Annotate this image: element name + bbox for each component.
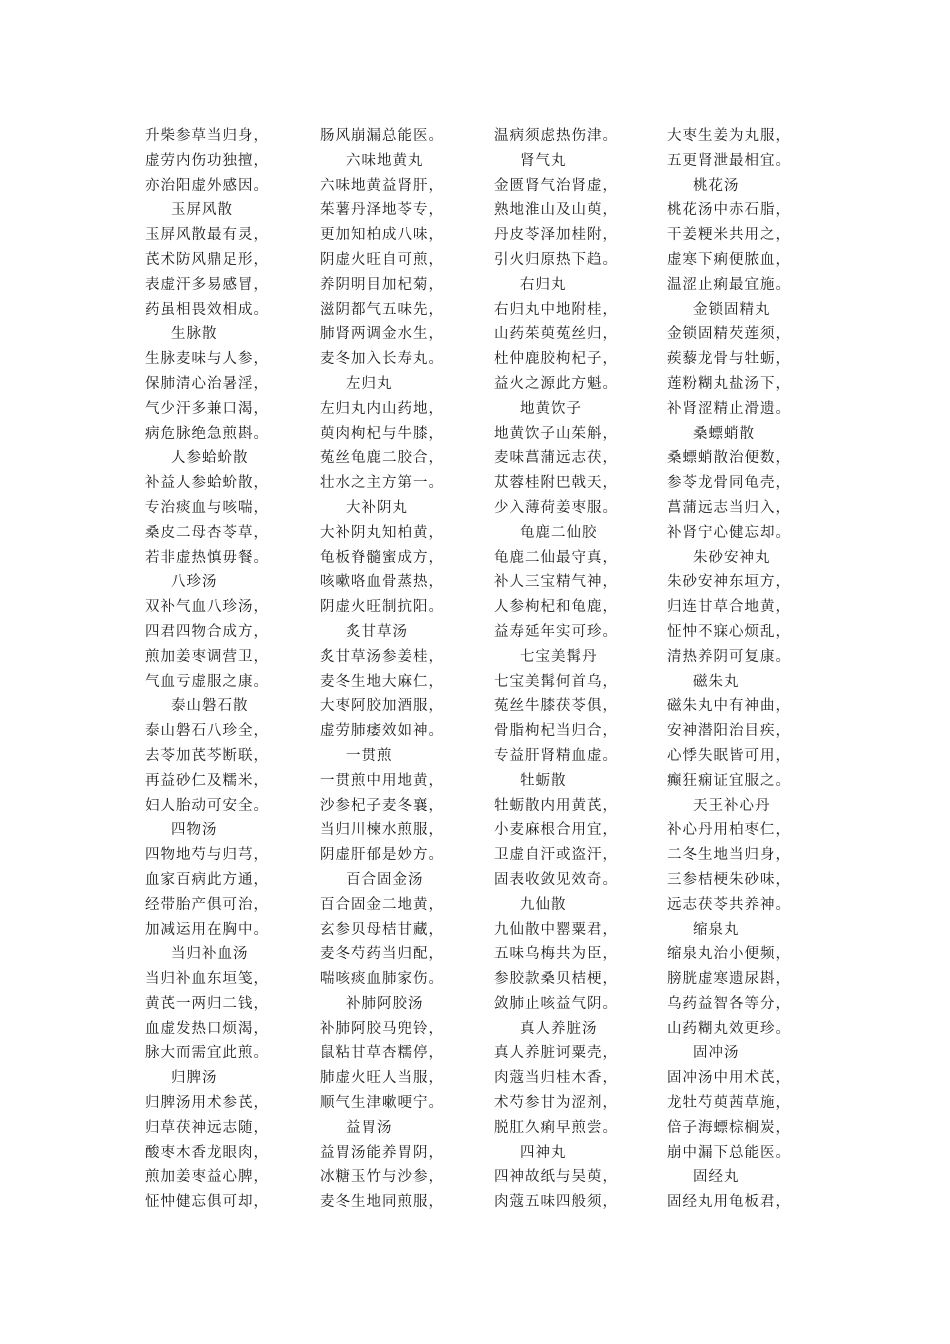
formula-title: 泰山磐石散 (171, 698, 249, 715)
verse-line: 术芍参甘为涩剂， (494, 1095, 618, 1112)
verse-line: 金匮肾气治肾虚， (494, 177, 618, 194)
formula-title: 益胃汤 (346, 1119, 393, 1136)
verse-line: 补益人参蛤蚧散， (145, 475, 269, 492)
verse-line: 磁朱丸中有神曲， (667, 698, 791, 715)
text-column-3 (494, 124, 664, 1215)
verse-line: 更加知柏成八味， (320, 227, 444, 244)
verse-line: 大补阴丸知柏黄， (320, 524, 444, 541)
verse-line: 当归川楝水煎服， (320, 822, 444, 839)
verse-line: 固冲汤中用术芪， (667, 1070, 791, 1087)
formula-title: 归脾汤 (171, 1070, 218, 1087)
formula-title: 当归补血汤 (171, 946, 249, 963)
verse-line: 益火之源此方魁。 (494, 375, 618, 392)
verse-line: 补肾宁心健忘却。 (667, 524, 791, 541)
verse-line: 骨脂枸杞当归合， (494, 723, 618, 740)
verse-line: 金锁固精芡莲须， (667, 326, 791, 343)
verse-line: 益胃汤能养胃阴， (320, 1144, 444, 1161)
verse-line: 药虽相畏效相成。 (145, 301, 269, 318)
verse-line: 温病须虑热伤津。 (494, 128, 618, 144)
verse-line: 安神潜阳治目疾， (667, 723, 791, 740)
verse-line: 益寿延年实可珍。 (494, 623, 618, 640)
verse-line: 参胶款桑贝桔梗， (494, 971, 618, 988)
formula-title: 金锁固精丸 (693, 301, 771, 318)
verse-line: 煎加姜枣调营卫， (145, 648, 269, 665)
verse-line: 倍子海螵棕榈炭， (667, 1119, 791, 1136)
verse-line: 二冬生地当归身， (667, 847, 791, 864)
formula-title: 九仙散 (520, 896, 567, 913)
verse-line: 虚寒下痢便脓血， (667, 251, 791, 268)
verse-line: 清热养阴可复康。 (667, 648, 791, 665)
verse-line: 左归丸内山药地， (320, 400, 444, 417)
verse-line: 喘咳痰血肺家伤。 (320, 971, 444, 988)
verse-line: 萸肉枸杞与牛膝， (320, 425, 444, 442)
verse-line: 血虚发热口烦渴， (145, 1020, 269, 1037)
verse-line: 远志茯苓共养神。 (667, 896, 791, 913)
formula-title: 左归丸 (346, 375, 393, 392)
verse-line: 真人养脏诃粟壳， (494, 1045, 618, 1062)
formula-title: 四物汤 (171, 822, 218, 839)
formula-title: 地黄饮子 (520, 400, 582, 417)
verse-line: 卫虚自汗或盗汗， (494, 847, 618, 864)
formula-title: 真人养脏汤 (520, 1020, 598, 1037)
verse-line: 桑皮二母杏苓草， (145, 524, 269, 541)
verse-line: 脱肛久痢早煎尝。 (494, 1119, 618, 1136)
verse-line: 去苓加芪芩断联， (145, 747, 269, 764)
verse-line: 玉屏风散最有灵， (145, 227, 269, 244)
formula-title: 龟鹿二仙胶 (520, 524, 598, 541)
verse-line: 麦冬生地大麻仁， (320, 673, 444, 690)
formula-title: 朱砂安神丸 (693, 549, 771, 566)
verse-line: 煎加姜枣益心脾， (145, 1169, 269, 1186)
verse-line: 补心丹用柏枣仁， (667, 822, 791, 839)
verse-line: 顺气生津嗽哽宁。 (320, 1095, 444, 1112)
formula-title: 炙甘草汤 (346, 623, 408, 640)
verse-line: 血家百病此方通， (145, 871, 269, 888)
verse-line: 少入薄荷姜枣服。 (494, 499, 618, 516)
verse-line: 滋阴都气五味先， (320, 301, 444, 318)
verse-line: 大枣生姜为丸服， (667, 128, 791, 144)
formula-title: 牡蛎散 (520, 772, 567, 789)
verse-line: 麦味菖蒲远志茯， (494, 450, 618, 467)
verse-line: 缩泉丸治小便频， (667, 946, 791, 963)
verse-line: 山药糊丸效更珍。 (667, 1020, 791, 1037)
verse-line: 保肺清心治暑淫， (145, 375, 269, 392)
verse-line: 四君四物合成方， (145, 623, 269, 640)
verse-line: 咳嗽咯血骨蒸热， (320, 574, 444, 591)
verse-line: 杜仲鹿胶枸杞子， (494, 351, 618, 368)
verse-line: 五更肾泄最相宜。 (667, 152, 791, 169)
verse-line: 大枣阿胶加酒服， (320, 698, 444, 715)
verse-line: 四物地芍与归芎， (145, 847, 269, 864)
verse-line: 沙参杞子麦冬襄， (320, 797, 444, 814)
verse-line: 人参枸杞和龟鹿， (494, 599, 618, 616)
formula-title: 右归丸 (520, 276, 567, 293)
formula-title: 一贯煎 (346, 747, 393, 764)
verse-line: 温涩止痢最宜施。 (667, 276, 791, 293)
verse-line: 莲粉糊丸盐汤下， (667, 375, 791, 392)
formula-title: 固经丸 (693, 1169, 740, 1186)
verse-line: 气血亏虚服之康。 (145, 673, 269, 690)
verse-line: 九仙散中罂粟君， (494, 921, 618, 938)
verse-line: 一贯煎中用地黄， (320, 772, 444, 789)
formula-title: 桑螵蛸散 (693, 425, 755, 442)
verse-line: 熟地淮山及山萸， (494, 202, 618, 219)
verse-line: 龟板脊髓蜜成方， (320, 549, 444, 566)
verse-line: 补人三宝精气神， (494, 574, 618, 591)
verse-line: 引火归原热下趋。 (494, 251, 618, 268)
verse-line: 归连甘草合地黄， (667, 599, 791, 616)
verse-line: 生脉麦味与人参， (145, 351, 269, 368)
verse-line: 肺虚火旺人当服， (320, 1070, 444, 1087)
verse-line: 阴虚肝郁是妙方。 (320, 847, 444, 864)
formula-title: 六味地黄丸 (346, 152, 424, 169)
verse-line: 麦冬芍药当归配， (320, 946, 444, 963)
verse-line: 阴虚火旺制抗阳。 (320, 599, 444, 616)
verse-line: 乌药益智各等分， (667, 995, 791, 1012)
verse-line: 再益砂仁及糯米， (145, 772, 269, 789)
verse-line: 酸枣木香龙眼肉， (145, 1144, 269, 1161)
verse-line: 泰山磐石八珍全， (145, 723, 269, 740)
verse-line: 膀胱虚寒遗尿斟， (667, 971, 791, 988)
verse-line: 干姜粳米共用之， (667, 227, 791, 244)
text-column-4 (667, 124, 837, 1215)
verse-line: 补肺阿胶马兜铃， (320, 1020, 444, 1037)
verse-line: 朱砂安神东垣方， (667, 574, 791, 591)
verse-line: 归脾汤用术参芪， (145, 1095, 269, 1112)
verse-line: 五味乌梅共为臣， (494, 946, 618, 963)
verse-line: 山药茱萸菟丝归， (494, 326, 618, 343)
verse-line: 补肾涩精止滑遗。 (667, 400, 791, 417)
verse-line: 怔忡健忘俱可却， (145, 1194, 269, 1211)
verse-line: 冰糖玉竹与沙参， (320, 1169, 444, 1186)
verse-line: 若非虚热慎毋餐。 (145, 549, 269, 566)
verse-line: 亦治阳虚外感因。 (145, 177, 269, 194)
verse-line: 妇人胎动可安全。 (145, 797, 269, 814)
verse-line: 菟丝龟鹿二胶合， (320, 450, 444, 467)
verse-line: 病危脉绝急煎斟。 (145, 425, 269, 442)
verse-line: 苁蓉桂附巴戟天， (494, 475, 618, 492)
verse-line: 六味地黄益肾肝， (320, 177, 444, 194)
formula-title: 缩泉丸 (693, 921, 740, 938)
verse-line: 百合固金二地黄， (320, 896, 444, 913)
verse-line: 肺肾两调金水生， (320, 326, 444, 343)
verse-line: 四神故纸与吴萸， (494, 1169, 618, 1186)
verse-line: 肉蔻当归桂木香， (494, 1070, 618, 1087)
verse-line: 玄参贝母桔甘藏， (320, 921, 444, 938)
verse-line: 蒺藜龙骨与牡蛎， (667, 351, 791, 368)
text-column-2 (320, 124, 490, 1215)
verse-line: 固经丸用龟板君， (667, 1194, 791, 1211)
verse-line: 肠风崩漏总能医。 (320, 128, 444, 144)
verse-line: 虚劳肺痿效如神。 (320, 723, 444, 740)
verse-line: 专益肝肾精血虚。 (494, 747, 618, 764)
formula-title: 七宝美髯丹 (520, 648, 598, 665)
verse-line: 炙甘草汤参姜桂， (320, 648, 444, 665)
verse-line: 双补气血八珍汤， (145, 599, 269, 616)
verse-line: 参苓龙骨同龟壳， (667, 475, 791, 492)
verse-line: 三参桔梗朱砂味， (667, 871, 791, 888)
verse-line: 心悸失眠皆可用， (667, 747, 791, 764)
verse-line: 牡蛎散内用黄芪， (494, 797, 618, 814)
verse-line: 气少汗多兼口渴， (145, 400, 269, 417)
verse-line: 经带胎产俱可治， (145, 896, 269, 913)
formula-title: 桃花汤 (693, 177, 740, 194)
verse-line: 黄芪一两归二钱， (145, 995, 269, 1012)
verse-line: 专治痰血与咳喘， (145, 499, 269, 516)
formula-title: 百合固金汤 (346, 871, 424, 888)
verse-line: 麦冬加入长寿丸。 (320, 351, 444, 368)
formula-title: 四神丸 (520, 1144, 567, 1161)
formula-title: 八珍汤 (171, 574, 218, 591)
verse-line: 崩中漏下总能医。 (667, 1144, 791, 1161)
verse-line: 龟鹿二仙最守真， (494, 549, 618, 566)
verse-line: 鼠粘甘草杏糯停， (320, 1045, 444, 1062)
verse-line: 菖蒲远志当归入， (667, 499, 791, 516)
verse-line: 地黄饮子山茱斛， (494, 425, 618, 442)
verse-line: 芪术防风鼎足形， (145, 251, 269, 268)
verse-line: 固表收敛见效奇。 (494, 871, 618, 888)
verse-line: 阴虚火旺自可煎， (320, 251, 444, 268)
formula-title: 生脉散 (171, 326, 218, 343)
verse-line: 壮水之主方第一。 (320, 475, 444, 492)
verse-line: 脉大而需宜此煎。 (145, 1045, 269, 1062)
verse-line: 养阴明目加杞菊， (320, 276, 444, 293)
verse-line: 七宝美髯何首乌， (494, 673, 618, 690)
verse-line: 敛肺止咳益气阴。 (494, 995, 618, 1012)
verse-line: 归草茯神远志随， (145, 1119, 269, 1136)
formula-title: 人参蛤蚧散 (171, 450, 249, 467)
verse-line: 右归丸中地附桂， (494, 301, 618, 318)
verse-line: 丹皮苓泽加桂附， (494, 227, 618, 244)
verse-line: 龙牡芍萸茜草施， (667, 1095, 791, 1112)
formula-title: 肾气丸 (520, 152, 567, 169)
verse-line: 升柴参草当归身， (145, 128, 269, 144)
formula-title: 玉屏风散 (171, 202, 233, 219)
text-column-1 (145, 124, 315, 1215)
verse-line: 茱薯丹泽地苓专， (320, 202, 444, 219)
verse-line: 麦冬生地同煎服， (320, 1194, 444, 1211)
verse-line: 表虚汗多易感冒， (145, 276, 269, 293)
verse-line: 桃花汤中赤石脂， (667, 202, 791, 219)
verse-line: 癫狂痫证宜服之。 (667, 772, 791, 789)
verse-line: 肉蔻五味四般须， (494, 1194, 618, 1211)
verse-line: 加减运用在胸中。 (145, 921, 269, 938)
verse-line: 怔忡不寐心烦乱， (667, 623, 791, 640)
formula-title: 固冲汤 (693, 1045, 740, 1062)
formula-title: 大补阴丸 (346, 499, 408, 516)
formula-title: 天王补心丹 (693, 797, 771, 814)
verse-line: 小麦麻根合用宜， (494, 822, 618, 839)
verse-line: 当归补血东垣笺， (145, 971, 269, 988)
verse-line: 虚劳内伤功独擅， (145, 152, 269, 169)
formula-title: 磁朱丸 (693, 673, 740, 690)
formula-title: 补肺阿胶汤 (346, 995, 424, 1012)
verse-line: 菟丝牛膝茯苓俱， (494, 698, 618, 715)
verse-line: 桑螵蛸散治便数， (667, 450, 791, 467)
